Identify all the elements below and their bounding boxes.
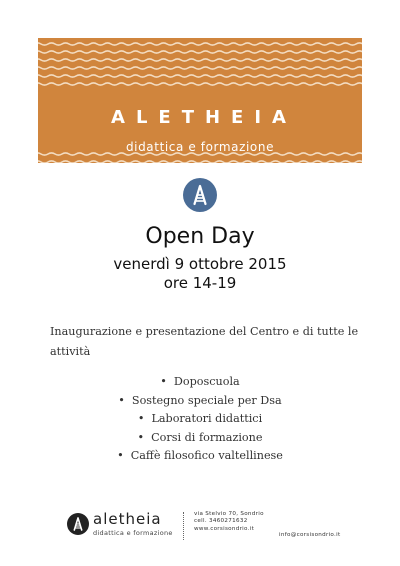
- activities-list: [0, 373, 400, 466]
- wave-line: [38, 51, 362, 53]
- event-date: venerdì 9 ottobre 2015: [113, 255, 287, 273]
- list-item: [0, 373, 400, 392]
- bullet: •: [137, 412, 145, 425]
- wave-line: [38, 83, 362, 85]
- wave-line: [38, 59, 362, 61]
- bullet: •: [160, 375, 167, 388]
- wave-line: [38, 161, 362, 163]
- header-banner: [38, 38, 362, 163]
- activity-label: Laboratori didattici: [151, 412, 263, 425]
- activity-label: Sostegno speciale per Dsa: [131, 393, 282, 407]
- footer-email[interactable]: info@corsisondrio.it: [279, 532, 341, 538]
- activity-label: Doposcuola: [173, 375, 240, 388]
- list-item: [0, 410, 400, 429]
- bullet: •: [118, 393, 125, 407]
- bullet: •: [137, 430, 145, 444]
- banner-subtitle: didattica e formazione: [125, 140, 275, 154]
- list-item: [0, 392, 400, 411]
- footer-tagline: didattica e formazione: [93, 529, 173, 537]
- event-time: ore 14-19: [163, 274, 237, 292]
- aletheia-a-logo-icon: [183, 178, 217, 212]
- footer-address: via Stelvio 70, Sondrio: [194, 511, 264, 517]
- list-item: [0, 447, 400, 466]
- list-item: [0, 429, 400, 448]
- activity-label: Caffè filosofico valtellinese: [130, 449, 283, 462]
- bullet: •: [117, 449, 124, 462]
- activity-label: Corsi di formazione: [151, 430, 263, 444]
- footer-website[interactable]: www.corsisondrio.it: [194, 525, 255, 532]
- footer-logo-icon: [67, 513, 89, 535]
- footer-divider: [183, 512, 184, 540]
- wave-line: [38, 67, 362, 69]
- footer-brand: aletheia: [93, 510, 162, 528]
- footer-contact: [194, 511, 264, 533]
- wave-line: [38, 75, 362, 77]
- banner-brand: ALETHEIA: [111, 107, 297, 128]
- wave-line: [38, 43, 362, 45]
- footer-phone: cell. 3460271632: [194, 518, 248, 525]
- intro-text: Inaugurazione e presentazione del Centro e di tutte le attività: [50, 325, 359, 358]
- event-title: Open Day: [145, 224, 255, 249]
